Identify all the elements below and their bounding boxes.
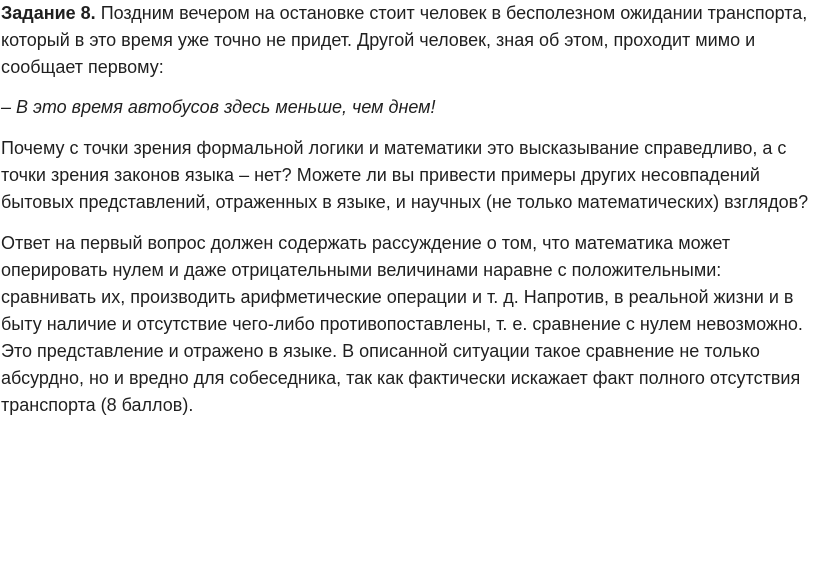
question-paragraph: Почему с точки зрения формальной логики и математики это высказывание справедливо, а с точки зрения законов языка – нет? Можете ли вы привести примеры других несовпадений бытовых представлений, отраженных в языке, и научных (не только математических) взглядов? (1, 138, 809, 212)
answer-paragraph: Ответ на первый вопрос должен содержать рассуждение о том, что математика может оперировать нулем и даже отрицательными величинами наравне с положительными: сравнивать их, производить арифметические операции и т. д. Напротив, в реальной жизни и в быту наличие и отсутствие чего-либо противопоставлены, т. е. сравнение с нулем невозможно. Это представление и отражено в языке. В описанной ситуации такое сравнение не только абсурдно, но и вредно для собеседника, так как фактически искажает факт полного отсутствия транспорта (8 баллов). (1, 233, 803, 415)
task-intro-paragraph (1, 0, 816, 81)
task-label: Задание 8. (1, 3, 96, 23)
task-intro-text: Поздним вечером на остановке стоит человек в бесполезном ожидании транспорта, который в это время уже точно не придет. Другой человек, зная об этом, проходит мимо и сообщает первому: (1, 3, 808, 77)
quote-paragraph: – В это время автобусов здесь меньше, чем днем! (1, 97, 436, 117)
